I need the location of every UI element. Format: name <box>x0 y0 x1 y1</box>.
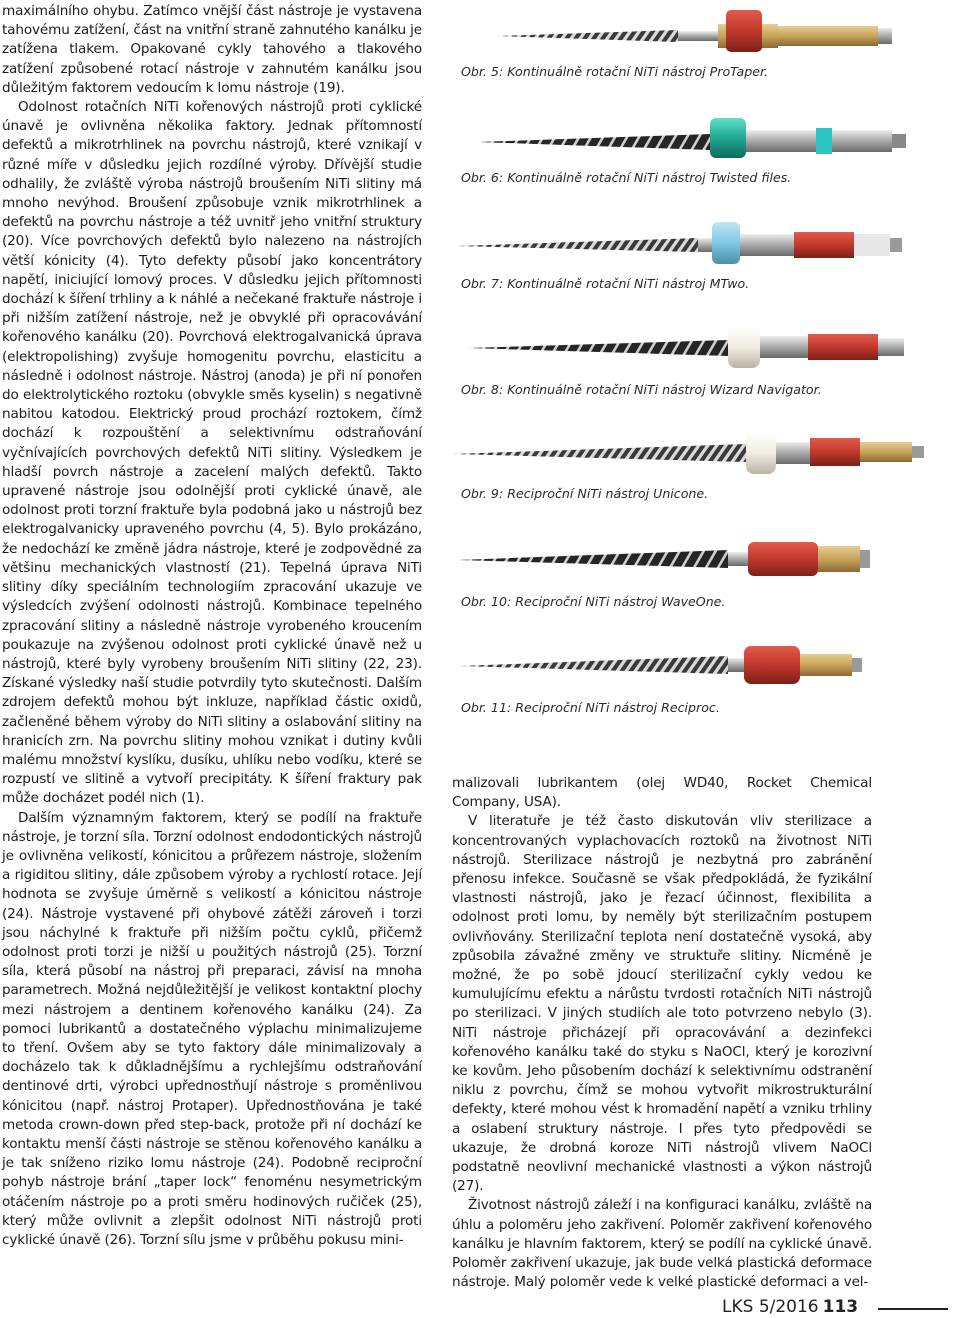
instrument-waveone-image <box>448 534 960 584</box>
instrument-reciproc-image <box>448 640 960 690</box>
journal-issue: LKS 5/2016 <box>722 1297 819 1317</box>
figure-wizard-navigator <box>448 324 960 404</box>
figure-mtwo <box>448 218 960 298</box>
figure-reciproc <box>448 640 960 720</box>
page-number: 113 <box>822 1297 859 1317</box>
figure-protaper <box>448 6 960 86</box>
instrument-protaper-image <box>448 6 960 56</box>
instrument-twisted-files-image <box>448 112 960 162</box>
page-footer <box>722 1296 858 1318</box>
figure-waveone <box>448 534 960 614</box>
instrument-wizard-navigator-image <box>448 324 960 374</box>
caption-figure-6: Obr. 6: Kontinuálně rotační NiTi nástroj Twisted files. <box>461 170 792 185</box>
paragraph-left-2: Odolnost rotačních NiTi kořenových nástrojů proti cyklické únavě je ovlivněna několika faktory. Jednak přítomností defektů a mikrotrhlinek na povrchu nástrojů, které vznikají v různé míře v důsledku jejich rozdílné výroby. Dřívější studie odhalily, že zvláště výroba nástrojů broušením NiTi slitiny má mnoho nevýhod. Broušení způsobuje vznik mikrotrhlinek a defektů na povrchu nástroje a též uvnitř jeho vnitřní struktury (20). Více povrchových defektů bylo nalezeno na nástrojích větší kónicity (4). Tyto defekty působí jako koncentrátory napětí, iniciující lomový proces. V důsledku jejich přítomnosti dochází k šíření trhliny a k náhlé a nečekané fraktuře nástroje i při nižším zatížení nástroje, než je obvyklé při opracovávání kořenového kanálku (20). Povrchová elektrogalvanická úprava (elektropolishing) zvyšuje homogenitu povrchu, elasticitu a následně i odolnost nástroje. Nástroj (anoda) je při ní ponořen do elektrolytického roztoku (obvykle směs kyselin) s negativně nabitou katodou. Elektrický proud prochází roztokem, čímž dochází k rozpouštění a selektivnímu odstraňování vyčnívajících povrchových defektů NiTi slitiny. Výsledkem je hladší povrch nástroje a zacelení malých defektů. Takto upravené nástroje jsou odolnější proti cyklické únavě, ale odolnost proti torzní fraktuře byla podobná jako u nástrojů bez elektrogalvanicky upraveného povrchu (4, 5). Bylo prokázáno, že nedochází ke změně jádra nástroje, které je zodpovědné za většinu mechanických vlastností (21). Tepelná úprava NiTi slitiny díky speciálním technologiím zpracování ukazuje ve výsledcích zvýšení odolnosti nástrojů. Kombinace tepelného zpracování slitiny a následně nástroje vyrobeného kroucením poukazuje na zvýšenou odolnost proti cyklické únavě než u nástrojů, které byly vyrobeny broušením NiTi slitiny (22, 23). Získané výsledky naší studie potvrdily tyto skutečnosti. Dalším zdrojem defektů mohou být inkluze, například částic oxidů, začleněné během výroby do NiTi slitiny a oslabování slitiny na hranicích zrn. Na povrchu slitiny mohou vznikat i dutiny kvůli malému množství kyslíku, dusíku, uhlíku nebo vodíku, které se rozpustí ve slitině a vytvoří precipitáty. K šíření fraktury pak může docházet podél nich (1). <box>2 99 422 807</box>
caption-figure-11: Obr. 11: Reciproční NiTi nástroj Reciproc. <box>461 700 720 715</box>
instrument-mtwo-image <box>448 218 960 268</box>
caption-figure-10: Obr. 10: Reciproční NiTi nástroj WaveOne. <box>461 594 726 609</box>
figure-unicone <box>448 428 960 508</box>
paragraph-right-3: Životnost nástrojů záleží i na konfiguraci kanálku, zvláště na úhlu a poloměru jeho zakřivení. Poloměr zakřivení kořenového kanálku je hlavním faktorem, který se podílí na cyklické únavě. Poloměr zakřivení ukazuje, jak bude velká plastická deformace nástroje. Malý poloměr vede k velké plastické deformaci a vel- <box>452 1197 872 1291</box>
caption-figure-7: Obr. 7: Kontinuálně rotační NiTi nástroj MTwo. <box>461 276 750 291</box>
left-text-column <box>2 2 422 1250</box>
footer-rule <box>878 1308 948 1310</box>
caption-figure-8: Obr. 8: Kontinuálně rotační NiTi nástroj Wizard Navigator. <box>461 382 822 397</box>
instrument-unicone-image <box>448 428 960 478</box>
right-text-column <box>452 774 872 1292</box>
caption-figure-5: Obr. 5: Kontinuálně rotační NiTi nástroj ProTaper. <box>461 64 769 79</box>
paragraph-left-1: maximálního ohybu. Zatímco vnější část nástroje je vystavena tahovému zatížení, část na vnitřní straně zahnutého kanálku je zatížena tlakem. Opakované cykly tahového a tlakového zatížení způsobené rotací nástroje v zahnutém kanálku jsou důležitým faktorem vedoucím k lomu nástroje (19). <box>2 3 422 96</box>
figure-twisted-files <box>448 112 960 192</box>
paragraph-right-2: V literatuře je též často diskutován vliv sterilizace a koncentrovaných vyplachovacích roztoků na životnost NiTi nástrojů. Sterilizace nástrojů je nezbytná pro zabránění přenosu infekce. Současně se však předpokládá, že fyzikální vlastnosti nástrojů, jako je řezací účinnost, flexibilita a odolnost proti lomu, by neměly být sterilizačním postupem ovlivňovány. Sterilizační teplota není dostatečně vysoká, aby způsobila závažné změny ve struktuře slitiny. Nicméně je možné, že po sobě jdoucí sterilizační cykly vedou ke kumulujícímu efektu a nárůstu tvrdosti rotačních NiTi nástrojů po sterilizaci. V jiných studiích ale toto potvrzeno nebylo (3). NiTi nástroje přicházejí při opracovávání a dezinfekci kořenového kanálku také do styku s NaOCl, který je korozivní ke kovům. Jeho působením dochází k selektivnímu odstranění niklu z povrchu, čímž se mohou vytvořit mikrostrukturální defekty, které mohou vést k hromadění napětí a vzniku trhliny a oslabení struktury nástroje. I přes tyto předpovědi se ukazuje, že drobná koroze NiTi nástrojů vlivem NaOCl podstatně neovlivní mechanické vlastnosti a výkon nástrojů (27). <box>452 813 872 1195</box>
paragraph-right-1: malizovali lubrikantem (olej WD40, Rocket Chemical Company, USA). <box>452 775 872 811</box>
caption-figure-9: Obr. 9: Reciproční NiTi nástroj Unicone. <box>461 486 709 501</box>
paragraph-left-3: Dalším významným faktorem, který se podílí na fraktuře nástroje, je torzní síla. Torzní odolnost endodontických nástrojů je ovlivněna velikostí, kónicitou a průřezem nástroje, složením a rigiditou slitiny, dále způsobem výroby a rychlostí rotace. Její hodnota se zvyšuje úměrně s velikostí a kónicitou nástroje (24). Nástroje vystavené při ohybové zátěži zároveň i torzi jsou náchylné k fraktuře při nižším počtu cyklů, přičemž odolnost proti torzi je nižší u použitých nástrojů (25). Torzní síla, která působí na nástroj při preparaci, závisí na mnoha parametrech. Možná nejdůležitější je velikost kontaktní plochy mezi nástrojem a dentinem kořenového kanálku (24). Za pomoci lubrikantů a dostatečného výplachu minimalizujeme to tření. Ovšem aby se tyto faktory dále minimalizovaly a docházelo tak k důkladnějšímu a rychlejšímu odstraňování dentinové drti, výrobci upřednostňují nástroje s proměnlivou kónicitou (např. nástroj Protaper). Upřednostňována je také metoda crown-down před step-back, protože při ní dochází ke kontaktu menší části nástroje se stěnou kořenového kanálku a je tak sníženo riziko lomu nástroje (24). Podobně reciproční pohyb nástroje brání „taper lock“ fenoménu nesymetrickým otáčením nástroje po a proti směru hodinových ručiček (25), který může ovlivnit a zlepšit odolnost NiTi nástrojů proti cyklické únavě (26). Torzní sílu jsme v průběhu pokusu mini- <box>2 809 422 1248</box>
